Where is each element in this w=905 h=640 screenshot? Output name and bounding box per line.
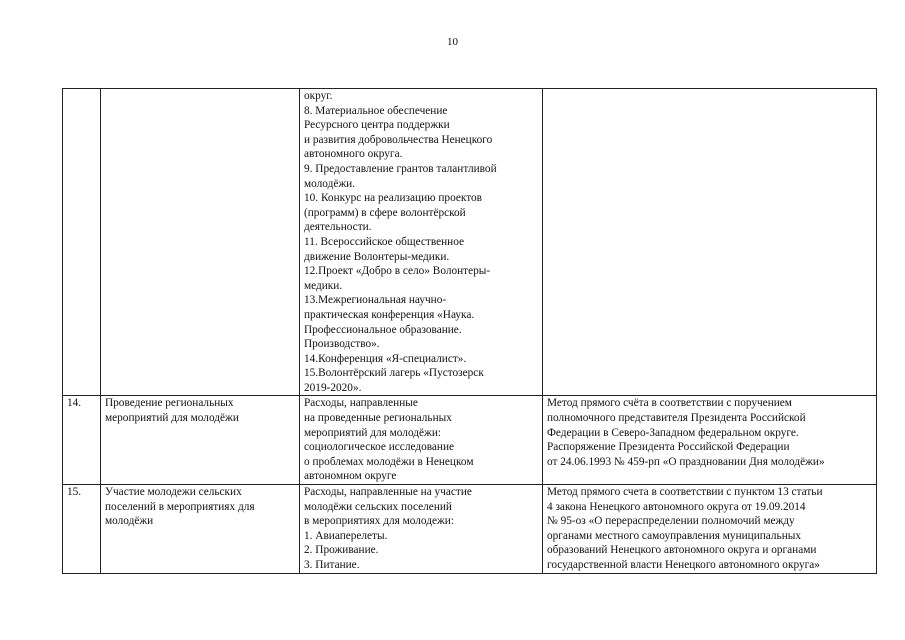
method-line: образований Ненецкого автономного округа и органами [547, 544, 817, 557]
table-row [63, 485, 877, 574]
expenses-line: 13.Межрегиональная научно- [304, 294, 447, 307]
event-name-cell [101, 89, 300, 396]
expenses-line: (программ) в сфере волонтёрской [304, 206, 466, 219]
expenses-line: на проведенные региональных [304, 412, 452, 425]
event-name-cell [101, 485, 300, 574]
table-row [63, 396, 877, 485]
expenses-line: 8. Материальное обеспечение [304, 104, 448, 117]
expenses-line: автономного округа. [304, 148, 403, 161]
expenses-line: 3. Питание. [304, 559, 360, 571]
method-cell [543, 396, 877, 485]
method-line: Федерации в Северо-Западном федеральном округе. [547, 426, 799, 439]
name-line: молодёжи [105, 515, 154, 528]
method-line: Метод прямого счёта в соответствии с поручением [547, 397, 792, 410]
table-row [63, 89, 877, 396]
expenses-line: 12.Проект «Добро в село» Волонтеры- [304, 265, 491, 278]
expenses-line: молодёжи. [304, 177, 356, 190]
method-cell [543, 485, 877, 574]
method-line: государственной власти Ненецкого автономного округа» [547, 559, 820, 571]
expenses-line: автономном округе [304, 470, 397, 483]
method-line: 4 закона Ненецкого автономного округа от 19.09.2014 [547, 500, 806, 513]
expenses-line: Расходы, направленные на участие [304, 486, 472, 499]
expenses-line: движение Волонтеры-медики. [304, 250, 450, 263]
expenses-line: мероприятий для молодёжи: [304, 426, 442, 439]
expenses-line: 15.Волонтёрский лагерь «Пустозерск [304, 367, 484, 380]
expenses-line: Расходы, направленные [304, 397, 418, 410]
expenses-line: 10. Конкурс на реализацию проектов [304, 192, 482, 205]
expenses-cell [300, 485, 543, 574]
name-line: поселений в мероприятиях для [105, 500, 255, 513]
expenses-line: Ресурсного центра поддержки [304, 119, 450, 132]
expenses-line: 9. Предоставление грантов талантливой [304, 162, 497, 175]
expenses-line: Производство». [304, 338, 380, 351]
expenses-line: 11. Всероссийское общественное [304, 235, 464, 248]
expenses-cell [300, 89, 543, 396]
event-name-cell [101, 396, 300, 485]
row-number: 15. [63, 485, 101, 574]
table-body [63, 89, 877, 574]
expenses-table [62, 88, 877, 574]
method-cell [543, 89, 877, 396]
method-line: от 24.06.1993 № 459-рп «О праздновании Дня молодёжи» [547, 455, 825, 468]
expenses-line: Профессиональное образование. [304, 323, 462, 336]
method-line: Распоряжение Президента Российской Федерации [547, 441, 790, 454]
page-number: 10 [447, 36, 458, 48]
name-line: мероприятий для молодёжи [105, 412, 239, 425]
expenses-line: молодёжи сельских поселений [304, 500, 452, 513]
row-number: 14. [63, 396, 101, 485]
name-line: Участие молодежи сельских [105, 486, 242, 499]
expenses-line: деятельности. [304, 221, 372, 234]
method-line: полномочного представителя Президента Российской [547, 412, 806, 425]
expenses-line: 14.Конференция «Я-специалист». [304, 352, 467, 365]
method-line: органами местного самоуправления муниципальных [547, 529, 801, 542]
expenses-line: практическая конференция «Наука. [304, 308, 475, 321]
expenses-line: 2. Проживание. [304, 544, 379, 557]
name-line: Проведение региональных [105, 397, 234, 410]
row-number [63, 89, 101, 396]
expenses-line: в мероприятиях для молодежи: [304, 515, 454, 528]
method-line: № 95-оз «О перераспределении полномочий между [547, 515, 795, 528]
expenses-line: 1. Авиаперелеты. [304, 529, 388, 542]
method-line: Метод прямого счета в соответствии с пунктом 13 статьи [547, 486, 823, 499]
expenses-cell [300, 396, 543, 485]
expenses-line: округ. [304, 90, 333, 102]
expenses-line: и развития добровольчества Ненецкого [304, 133, 493, 146]
expenses-line: о проблемах молодёжи в Ненецком [304, 455, 474, 468]
expenses-line: 2019-2020». [304, 381, 362, 394]
expenses-line: социологическое исследование [304, 441, 455, 454]
expenses-line: медики. [304, 279, 343, 292]
